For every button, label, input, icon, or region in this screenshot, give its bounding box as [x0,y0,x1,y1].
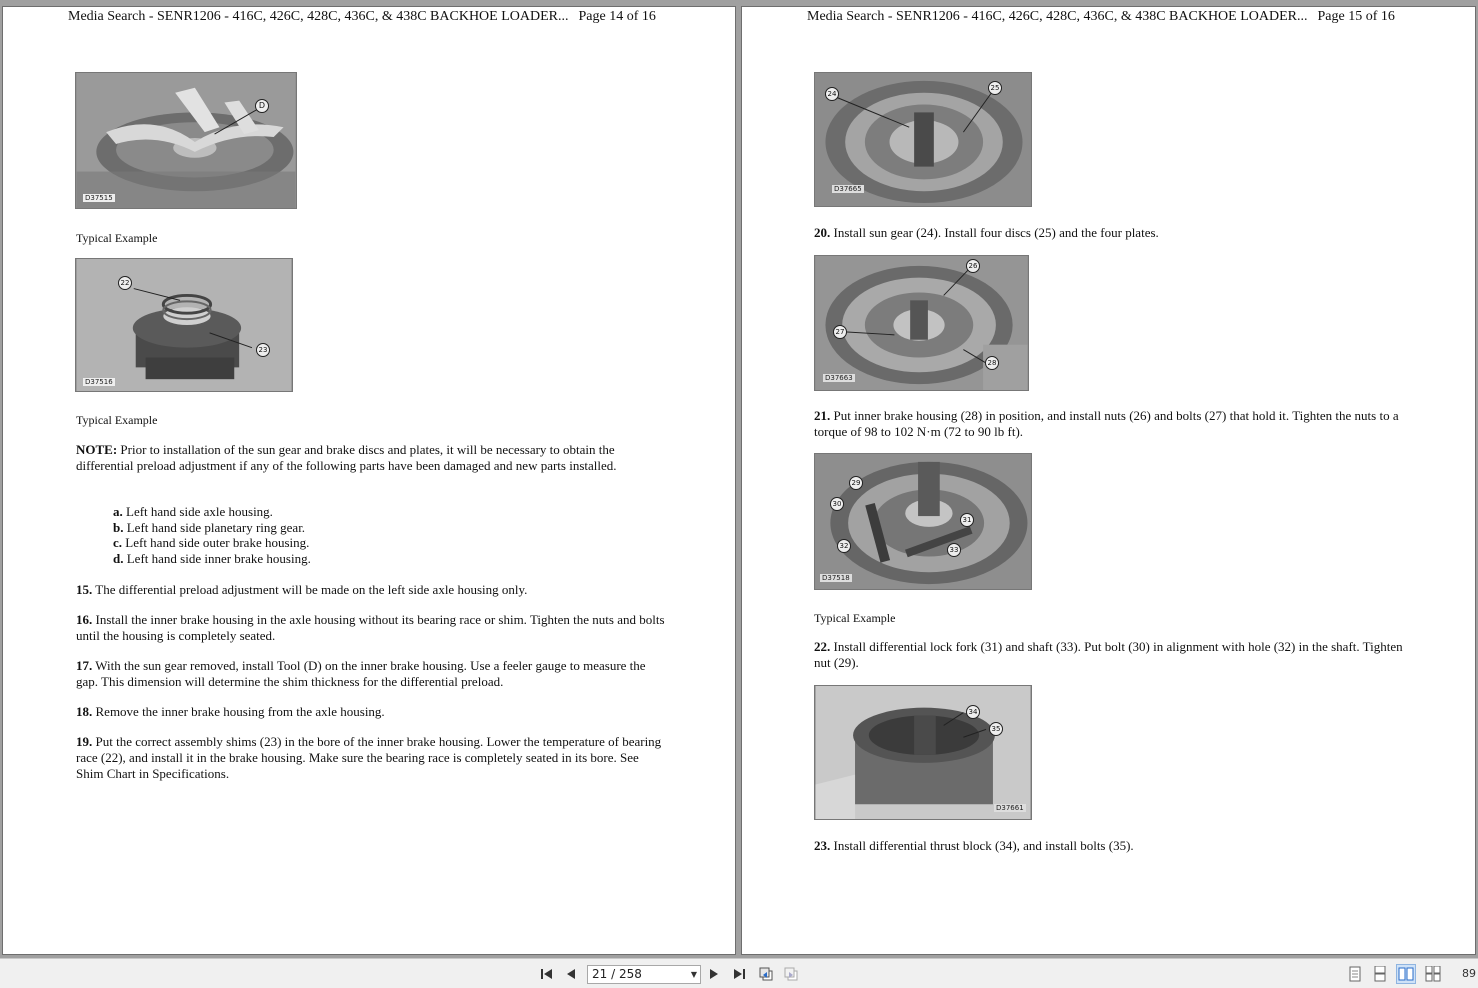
figure-photo-d37515 [75,72,297,209]
zoom-level[interactable]: 89 [1462,967,1476,980]
list-item: a. Left hand side axle housing. [113,504,273,519]
figure-caption: Typical Example [814,611,896,625]
list-item: d. Left hand side inner brake housing. [113,550,311,566]
chevron-down-icon: ▼ [690,970,697,979]
go-back-button[interactable] [756,964,776,984]
figure-caption: Typical Example [76,413,158,427]
document-page-15 [741,6,1476,955]
figure-callout: 30 [830,497,844,511]
step-paragraph: 18. Remove the inner brake housing from the axle housing. [76,704,385,719]
last-page-button[interactable] [729,964,749,984]
page-number-label: Page 14 of 16 [578,9,656,24]
figure-id-label: D37661 [996,804,1024,812]
continuous-view-icon [1374,966,1386,982]
step-paragraph: 19. Put the correct assembly shims (23) in the bore of the inner brake housing. Lower the temperature of bearing race (22), and install it in the brake housing. Make sure the bearing race is completely seated in its bore. See Shim Chart in Specifications. [76,734,662,781]
step-paragraph: 16. Install the inner brake housing in the axle housing without its bearing race or shim. Tighten the nuts and bolts until the housing is completely seated. [76,612,665,643]
note-label: NOTE: [76,442,118,457]
page-number-select[interactable] [587,965,701,984]
figure-callout: D [255,99,269,113]
figure-photo-d37663 [814,255,1029,391]
figure-id-label: D37518 [822,574,850,582]
figure-photo-d37516 [75,258,293,392]
figure-callout: 27 [833,325,847,339]
page-header [807,9,1395,25]
two-page-continuous-view-icon [1425,966,1441,982]
figure-callout: 29 [849,476,863,490]
continuous-view-button[interactable] [1370,964,1390,984]
figure-caption: Typical Example [76,231,158,245]
figure-callout: 35 [989,722,1003,736]
two-page-view-icon [1398,967,1414,981]
figure-id-label: D37663 [825,374,853,382]
step-paragraph: 15. The differential preload adjustment will be made on the left side axle housing only. [76,582,528,597]
figure-photo-d37661 [814,685,1032,820]
step-paragraph: 22. Install differential lock fork (31) and shaft (33). Put bolt (30) in alignment with hole (32) in the shaft. Tighten nut (29). [814,639,1403,670]
go-back-icon [758,966,774,982]
figure-callout: 22 [118,276,132,290]
header-title: Media Search - SENR1206 - 416C, 426C, 428C, 436C, & 438C BACKHOE LOADER... [68,9,569,24]
page-header [68,9,656,25]
go-forward-icon [783,966,799,982]
figure-id-label: D37515 [85,194,113,202]
parts-list [113,504,513,566]
header-title: Media Search - SENR1206 - 416C, 426C, 428C, 436C, & 438C BACKHOE LOADER... [807,9,1308,24]
two-page-view-button[interactable] [1396,964,1416,984]
figure-callout: 32 [837,539,851,553]
figure-callout: 28 [985,356,999,370]
figure-callout: 24 [825,87,839,101]
figure-photo-d37518 [814,453,1032,590]
next-page-icon [708,967,720,981]
list-item: b. Left hand side planetary ring gear. [113,519,306,535]
note-paragraph [76,442,666,474]
page-number-label: Page 15 of 16 [1317,9,1395,24]
first-page-icon [540,967,554,981]
prev-page-icon [565,967,577,981]
navigation-toolbar [0,958,1478,988]
step-paragraph: 20. Install sun gear (24). Install four discs (25) and the four plates. [814,225,1159,240]
last-page-icon [732,967,746,981]
step-paragraph: 17. With the sun gear removed, install Tool (D) on the inner brake housing. Use a feeler gauge to measure the gap. This dimension will determine the shim thickness for the differential preload. [76,658,646,689]
page-indicator: 21 / 258 [592,967,642,981]
step-paragraph: 23. Install differential thrust block (34), and install bolts (35). [814,838,1134,853]
figure-callout: 33 [947,543,961,557]
prev-page-button[interactable] [561,964,581,984]
figure-callout: 23 [256,343,270,357]
figure-callout: 25 [988,81,1002,95]
figure-id-label: D37516 [85,378,113,386]
go-forward-button[interactable] [781,964,801,984]
single-page-view-icon [1349,966,1361,982]
figure-callout: 26 [966,259,980,273]
figure-callout: 34 [966,705,980,719]
figure-callout: 31 [960,513,974,527]
first-page-button[interactable] [537,964,557,984]
note-text: Prior to installation of the sun gear and brake discs and plates, it will be necessary to obtain the differential preload adjustment if any of the following parts have been damaged and new parts installed. [76,442,617,473]
next-page-button[interactable] [704,964,724,984]
step-paragraph: 21. Put inner brake housing (28) in position, and install nuts (26) and bolts (27) that hold it. Tighten the nuts to a torque of 98 to 102 N·m (72 to 90 lb ft). [814,408,1399,439]
figure-id-label: D37665 [834,185,862,193]
single-page-view-button[interactable] [1345,964,1365,984]
document-page-14 [2,6,736,955]
two-page-continuous-view-button[interactable] [1423,964,1443,984]
list-item: c. Left hand side outer brake housing. [113,535,310,551]
